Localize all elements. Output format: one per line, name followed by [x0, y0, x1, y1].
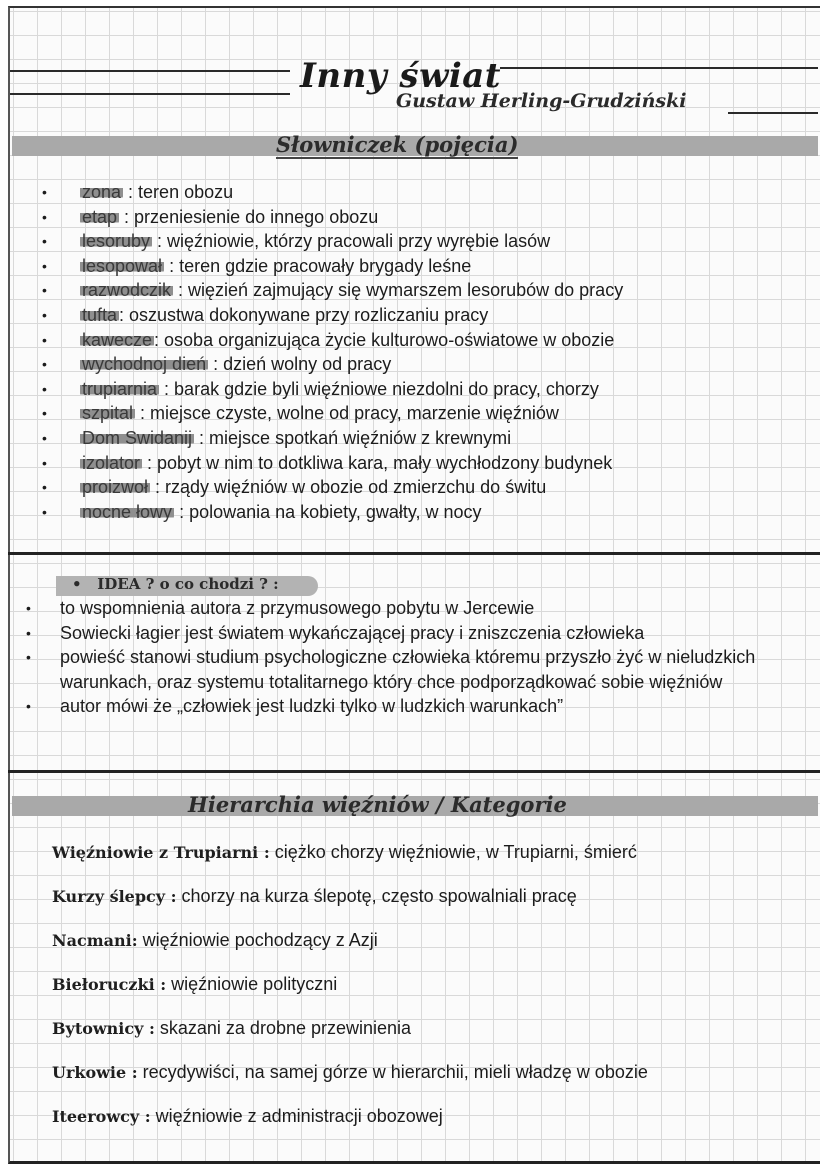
glossary-item [38, 205, 623, 230]
hierarchy-category: Bytownicy : [52, 1019, 155, 1038]
glossary-term: szpital [82, 403, 134, 424]
section-divider [8, 770, 820, 773]
hierarchy-item [52, 928, 378, 953]
hierarchy-category: Nacmani: [52, 931, 138, 950]
glossary-definition: : osoba organizująca życie kulturowo-oświatowe w obozie [154, 329, 615, 350]
idea-heading [72, 575, 279, 593]
glossary-term: kawecze [82, 329, 153, 350]
hierarchy-description: więźniowie pochodzący z Azji [137, 930, 378, 950]
hierarchy-description: chorzy na kurza ślepotę, często spowalniali pracę [176, 886, 577, 906]
bullet: • [42, 454, 47, 471]
glossary-term: lesoruby [82, 231, 151, 252]
glossary-definition: : rządy więźniów w obozie od zmierzchu do świtu [150, 477, 547, 498]
bullet: • [42, 405, 47, 422]
bullet: • [42, 429, 47, 446]
glossary-term: etap [82, 206, 118, 227]
hierarchy-item [52, 1104, 443, 1129]
page-title: Inny świat [300, 56, 501, 96]
glossary-term: razwodczik [82, 280, 172, 301]
glossary-heading: Słowniczek (pojęcia) [276, 132, 519, 157]
idea-item: • to wspomnienia autora z przymusowego pobytu w Jercewie [26, 598, 535, 618]
hierarchy-item [52, 1060, 648, 1085]
glossary-item [38, 426, 623, 451]
glossary-item [38, 451, 623, 476]
glossary-definition: : pobyt w nim to dotkliwa kara, mały wychłodzony budynek [142, 452, 613, 473]
idea-item-text: to wspomnienia autora z przymusowego pobytu w Jercewie [60, 598, 535, 618]
idea-item: • Sowiecki łagier jest światem wykańczającej pracy i zniszczenia człowieka [26, 622, 645, 643]
glossary-definition: : polowania na kobiety, gwałty, w nocy [174, 501, 482, 522]
idea-item: • powieść stanowi studium psychologiczne człowieka któremu przyszło żyć w nieludzkich warunkach, oraz systemu totalitarnego który chce podporządkować sobie więźniów [26, 647, 756, 692]
glossary-definition: : miejsce spotkań więźniów z krewnymi [194, 427, 512, 448]
hierarchy-category: Więźniowie z Trupiarni : [52, 843, 270, 862]
bullet: • [42, 184, 47, 200]
bullet: • [42, 306, 47, 323]
idea-heading-label: IDEA ? o co chodzi ? : [97, 575, 279, 593]
idea-item: • autor mówi że „człowiek jest ludzki tylko w ludzkich warunkach” [26, 696, 564, 717]
glossary-definition: : oszustwa dokonywane przy rozliczaniu pracy [119, 304, 489, 325]
title-rule-right-bottom [728, 112, 818, 114]
glossary-list [38, 180, 623, 524]
hierarchy-description: skazani za drobne przewinienia [154, 1018, 412, 1038]
title-rule-right-top [500, 67, 818, 69]
glossary-term: lesopował [82, 255, 163, 276]
hierarchy-description: ciężko chorzy więźniowie, w Trupiarni, śmierć [269, 842, 637, 862]
section-divider [8, 552, 820, 555]
hierarchy-category: Biełoruczki : [52, 975, 167, 994]
glossary-term: proizwoł [82, 477, 149, 498]
bullet: • [42, 208, 47, 225]
glossary-item [38, 500, 623, 525]
glossary-term: trupiarnia [82, 378, 158, 399]
glossary-definition: : więzień zajmujący się wymarszem lesorubów do pracy [173, 280, 624, 301]
glossary-item [38, 278, 623, 303]
hierarchy-category: Urkowie : [52, 1063, 138, 1082]
hierarchy-description: więźniowie z administracji obozowej [150, 1106, 443, 1126]
hierarchy-item [52, 1016, 411, 1041]
idea-list [22, 596, 792, 719]
glossary-item [38, 180, 623, 205]
hierarchy-category: Iteerowcy : [52, 1107, 151, 1126]
glossary-term: tufta [82, 304, 118, 325]
glossary-item [38, 377, 623, 402]
glossary-term: nocne łowy [82, 501, 173, 522]
glossary-definition: : teren gdzie pracowały brygady leśne [164, 255, 472, 276]
bullet: • [42, 356, 47, 373]
glossary-definition: : dzień wolny od pracy [208, 354, 392, 375]
glossary-definition: : miejsce czyste, wolne od pracy, marzenie więźniów [135, 403, 559, 424]
glossary-term: izolator [82, 452, 141, 473]
glossary-term: Dom Swidanij [82, 427, 193, 448]
bullet: • [42, 380, 47, 397]
hierarchy-item [52, 884, 577, 909]
hierarchy-category: Kurzy ślepcy : [52, 887, 177, 906]
bullet: • [42, 503, 47, 520]
glossary-item [38, 328, 623, 353]
glossary-definition: : barak gdzie byli więźniowe niezdolni do pracy, chorzy [159, 378, 599, 399]
idea-item-text: Sowiecki łagier jest światem wykańczającej pracy i zniszczenia człowieka [60, 622, 645, 643]
glossary-item [38, 303, 623, 328]
hierarchy-item [52, 972, 337, 997]
bullet: • [42, 233, 47, 250]
glossary-term: zona [82, 182, 122, 202]
bullet: • [42, 282, 47, 299]
bullet: • [42, 331, 47, 348]
bullet: • [42, 257, 47, 274]
idea-item-text: powieść stanowi studium psychologiczne człowieka któremu przyszło żyć w nieludzkich warunkach, oraz systemu totalitarnego który chce podporządkować sobie więźniów [60, 647, 756, 692]
glossary-term: wychodnoj dień [82, 354, 207, 375]
hierarchy-heading: Hierarchia więźniów / Kategorie [188, 792, 567, 817]
glossary-item [38, 254, 623, 279]
title-rule-left-bottom [10, 93, 290, 95]
author-name: Gustaw Herling-Grudziński [396, 90, 687, 112]
glossary-item [38, 229, 623, 254]
idea-item-text: autor mówi że „człowiek jest ludzki tylko w ludzkich warunkach” [60, 696, 564, 717]
hierarchy-item [52, 840, 637, 865]
glossary-item [38, 352, 623, 377]
glossary-definition: : teren obozu [123, 182, 234, 202]
glossary-definition: : więźniowie, którzy pracowali przy wyrębie lasów [152, 231, 551, 252]
title-rule-left-top [10, 70, 290, 72]
bullet: • [42, 479, 47, 496]
hierarchy-description: więźniowie polityczni [166, 974, 338, 994]
glossary-item [38, 475, 623, 500]
glossary-item [38, 401, 623, 426]
idea-heading-bullet: • [72, 575, 82, 593]
hierarchy-description: recydywiści, na samej górze w hierarchii, mieli władzę w obozie [137, 1062, 648, 1082]
glossary-definition: : przeniesienie do innego obozu [119, 206, 379, 227]
